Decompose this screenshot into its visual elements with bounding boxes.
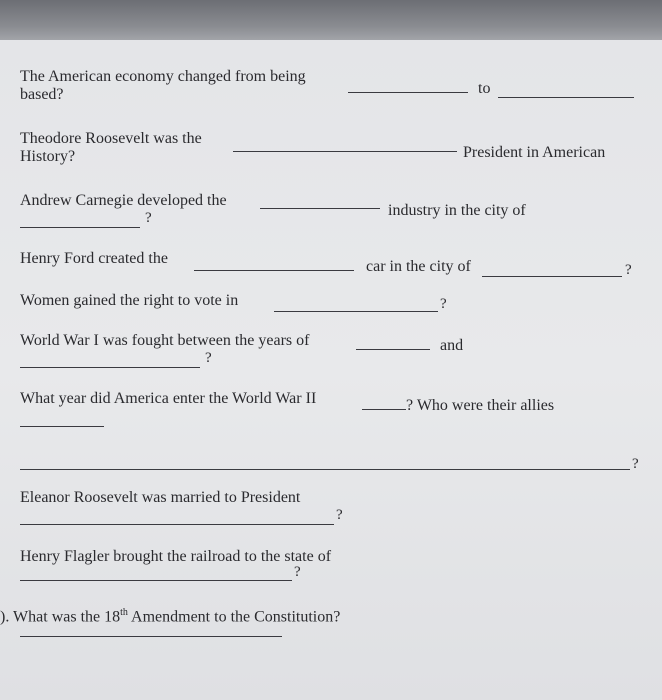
top-edge: [0, 0, 662, 44]
q8-text-a: Eleanor Roosevelt was married to President: [20, 489, 301, 506]
q3-blank-1[interactable]: [260, 208, 380, 209]
q7-blank-1[interactable]: [362, 409, 406, 410]
q3-blank-2[interactable]: [20, 227, 140, 228]
q3-text-b: industry in the city of: [388, 202, 526, 219]
q1-blank-1[interactable]: [348, 92, 468, 93]
q8-blank[interactable]: [20, 524, 334, 525]
q6-text-b: and: [440, 337, 464, 354]
q6-blank-2[interactable]: [20, 367, 200, 368]
q5-text-a: Women gained the right to vote in: [20, 292, 239, 309]
q3-qmark: ?: [145, 210, 152, 226]
q6-blank-1[interactable]: [356, 349, 430, 350]
q10-sup: th: [120, 607, 128, 618]
q2-blank[interactable]: [233, 151, 457, 152]
q2-text-c: History?: [20, 148, 76, 165]
q7-blank-3[interactable]: [20, 469, 630, 470]
q3-text-a: Andrew Carnegie developed the: [20, 192, 227, 209]
q10-text-a: ). What was the 18: [0, 608, 121, 626]
q7-text-a: What year did America enter the World War II: [20, 390, 317, 407]
q4-blank-1[interactable]: [194, 270, 354, 271]
q8-qmark: ?: [336, 507, 343, 523]
q4-qmark: ?: [625, 262, 632, 278]
q7-qmark: ?: [632, 456, 639, 472]
q4-text-a: Henry Ford created the: [20, 250, 168, 267]
q6-qmark: ?: [205, 350, 212, 366]
q7-text-b: ? Who were their allies: [406, 397, 555, 414]
q5-blank[interactable]: [274, 311, 438, 312]
q9-blank[interactable]: [20, 580, 292, 581]
q1-text-to: to: [478, 80, 491, 97]
q10-blank[interactable]: [20, 636, 282, 637]
q9-text-a: Henry Flagler brought the railroad to the state of: [20, 548, 332, 565]
q1-text-a: The American economy changed from being: [20, 68, 306, 85]
q4-blank-2[interactable]: [482, 276, 622, 277]
q1-blank-2[interactable]: [498, 97, 634, 98]
q1-text-c: based?: [20, 86, 64, 103]
q10-text: [0, 604, 340, 626]
q2-text-a: Theodore Roosevelt was the: [20, 130, 202, 147]
q5-qmark: ?: [440, 296, 447, 312]
q10-text-b: Amendment to the Constitution?: [127, 608, 341, 626]
q9-qmark: ?: [294, 564, 301, 580]
q7-blank-2[interactable]: [20, 426, 104, 427]
q4-text-b: car in the city of: [366, 258, 471, 275]
q2-text-b: President in American: [463, 144, 606, 161]
q6-text-a: World War I was fought between the years of: [20, 332, 310, 349]
